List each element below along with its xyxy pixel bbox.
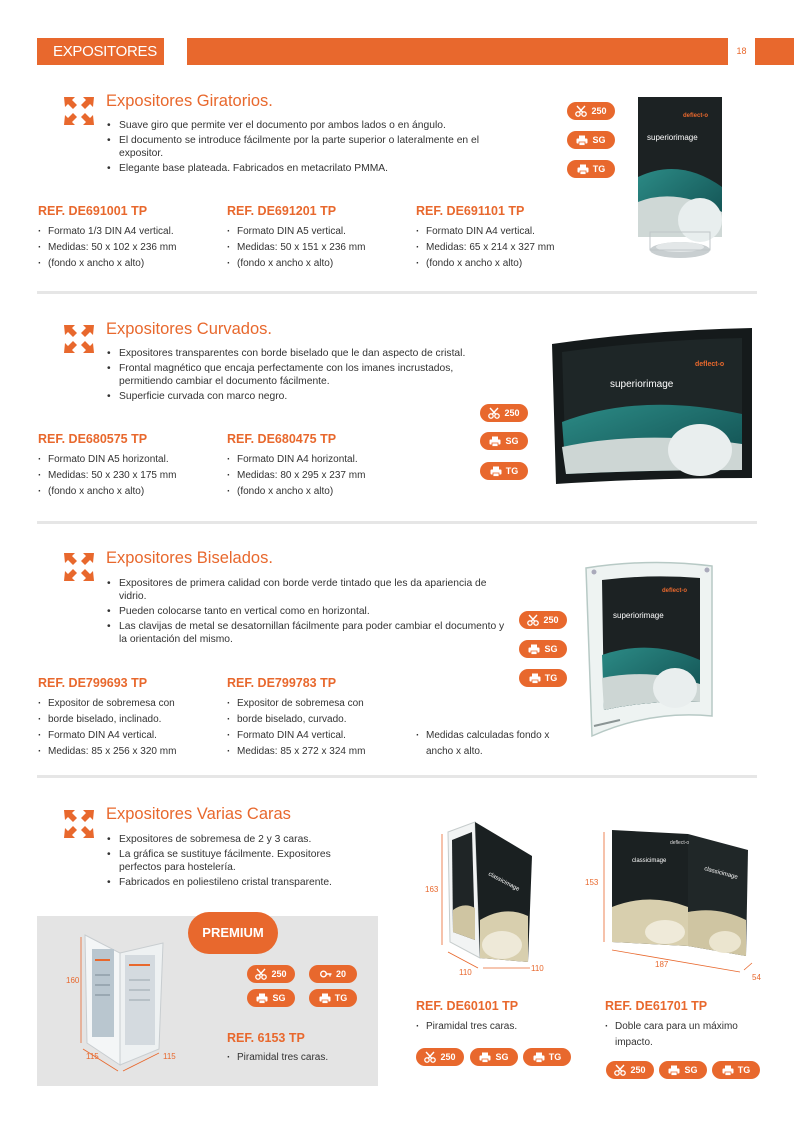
section-tab: EXPOSITORES: [37, 38, 164, 65]
bullet: • Expositores transparentes con borde biselado que le dan aspecto de cristal.: [107, 347, 507, 360]
bullet: • Frontal magnético que encaja perfectamente con los imanes incrustados, permitiendo cambiar el documento fácilmente.: [107, 362, 507, 388]
badge-sg: [567, 131, 615, 149]
badge-sg-label: SG: [544, 644, 558, 654]
spec-line: · Piramidal tres caras.: [415, 1019, 517, 1035]
divider: [37, 291, 757, 294]
spec-line: · Formato DIN A4 vertical.: [226, 728, 365, 744]
printer-icon: [489, 436, 501, 447]
spec-line: · borde biselado, curvado.: [226, 712, 365, 728]
badge-tg: [712, 1061, 760, 1079]
printer-icon: [577, 164, 589, 175]
spec-line: · Doble cara para un máximo impacto.: [604, 1019, 764, 1051]
product-spec: [226, 224, 365, 272]
product-spec: [226, 1050, 328, 1066]
product-spec: [415, 224, 554, 272]
spec-line: · borde biselado, inclinado.: [37, 712, 176, 728]
spec-line: · (fondo x ancho x alto): [226, 256, 365, 272]
printer-icon: [490, 466, 502, 477]
section-title-giratorios: Expositores Giratorios.: [106, 92, 273, 110]
product-spec: [604, 1019, 764, 1051]
product-ref: REF. DE799783 TP: [227, 676, 337, 690]
scissors-icon: [575, 105, 587, 117]
bullet: • Fabricados en poliestileno cristal transparente.: [107, 876, 367, 889]
badge-tg-label: TG: [592, 164, 606, 174]
brand-logo: deflect-o: [670, 840, 690, 846]
image-brand-text: classicimage: [487, 871, 521, 893]
badge-cut-label: 250: [630, 1065, 646, 1075]
printer-icon: [668, 1065, 680, 1076]
premium-badge: PREMIUM: [188, 912, 278, 954]
image-brand-text: superiorimage: [647, 133, 698, 142]
dim-label: 54: [752, 973, 761, 982]
dim-label: 115: [86, 1052, 99, 1061]
badge-cut: [247, 965, 295, 983]
product-spec: [37, 452, 176, 500]
bullet: • Las clavijas de metal se desatornillan fácilmente para poder cambiar el documento y la orientación del mismo.: [107, 620, 507, 646]
expand-arrows-icon: [63, 324, 95, 354]
bullet: • Expositores de sobremesa de 2 y 3 caras.: [107, 833, 367, 846]
bullets-caras: [107, 833, 367, 891]
dim-label: 187: [655, 960, 669, 969]
spec-line: · (fondo x ancho x alto): [37, 484, 176, 500]
dim-label: 110: [459, 968, 472, 977]
badge-tg: [523, 1048, 571, 1066]
badge-cut-label: 250: [440, 1052, 456, 1062]
printer-icon: [528, 644, 540, 655]
product-ref: REF. DE680575 TP: [38, 432, 148, 446]
dim-label: 110: [531, 964, 544, 973]
bullets-biselados: [107, 577, 507, 648]
brand-logo: deflect-o: [662, 588, 688, 594]
product-image-giratorio: [625, 92, 735, 267]
expand-arrows-icon: [63, 809, 95, 839]
image-brand-text: classicimage: [703, 866, 739, 881]
bullet: • Pueden colocarse tanto en vertical como en horizontal.: [107, 605, 507, 618]
spec-line: · Expositor de sobremesa con: [37, 696, 176, 712]
bullet: • Suave giro que permite ver el documento por ambos lados o en ángulo.: [107, 119, 507, 132]
badge-cut-label: 250: [591, 106, 607, 116]
bullet: • Superficie curvada con marco negro.: [107, 390, 507, 403]
badge-cut: [567, 102, 615, 120]
product-spec: [37, 224, 176, 272]
badge-sg-label: SG: [592, 135, 606, 145]
dim-label: 160: [66, 976, 80, 985]
product-spec: [226, 696, 365, 760]
product-ref: REF. DE61701 TP: [605, 999, 708, 1013]
product-ref: REF. DE691201 TP: [227, 204, 337, 218]
dim-label: 115: [163, 1052, 176, 1061]
bullet: • Elegante base plateada. Fabricados en metacrilato PMMA.: [107, 162, 507, 175]
spec-line: · (fondo x ancho x alto): [37, 256, 176, 272]
printer-icon: [533, 1052, 545, 1063]
product-ref: REF. DE60101 TP: [416, 999, 519, 1013]
badge-cut: [416, 1048, 464, 1066]
bullet: • La gráfica se sustituye fácilmente. Expositores perfectos para hostelería.: [107, 848, 367, 874]
product-image-biselado: [580, 560, 720, 740]
spec-line: · Medidas: 80 x 295 x 237 mm: [226, 468, 365, 484]
spec-line: · Medidas: 65 x 214 x 327 mm: [415, 240, 554, 256]
badge-key: [309, 965, 357, 983]
header-bar: [187, 38, 755, 65]
badge-cut: [480, 404, 528, 422]
spec-line: · Medidas: 50 x 230 x 175 mm: [37, 468, 176, 484]
badge-sg: [470, 1048, 518, 1066]
badge-tg: [480, 462, 528, 480]
product-ref: REF. 6153 TP: [227, 1031, 305, 1045]
printer-icon: [256, 993, 268, 1004]
dim-label: 153: [585, 878, 599, 887]
badge-sg: [247, 989, 295, 1007]
spec-line: · Medidas: 85 x 272 x 324 mm: [226, 744, 365, 760]
spec-line: · Formato 1/3 DIN A4 vertical.: [37, 224, 176, 240]
spec-line: · (fondo x ancho x alto): [226, 484, 365, 500]
printer-icon: [576, 135, 588, 146]
badge-sg: [519, 640, 567, 658]
image-brand-text: superiorimage: [610, 379, 674, 390]
badge-sg-label: SG: [684, 1065, 698, 1075]
printer-icon: [479, 1052, 491, 1063]
brand-logo: deflect-o: [695, 361, 725, 368]
product-image-piramidal: [420, 820, 550, 985]
badge-tg: [309, 989, 357, 1007]
badge-cut-label: 250: [543, 615, 559, 625]
badge-cut: [519, 611, 567, 629]
note-line: · Medidas calculadas fondo x ancho x alto.: [415, 728, 575, 760]
badge-sg: [659, 1061, 707, 1079]
badge-sg: [480, 432, 528, 450]
measure-note: [415, 728, 575, 760]
product-spec: [226, 452, 365, 500]
badge-tg-label: TG: [737, 1065, 751, 1075]
product-ref: REF. DE680475 TP: [227, 432, 337, 446]
badge-cut: [606, 1061, 654, 1079]
spec-line: · Formato DIN A4 vertical.: [415, 224, 554, 240]
scissors-icon: [424, 1051, 436, 1063]
badge-tg: [519, 669, 567, 687]
badge-sg-label: SG: [505, 436, 519, 446]
badge-tg-label: TG: [548, 1052, 562, 1062]
spec-line: · Medidas: 50 x 151 x 236 mm: [226, 240, 365, 256]
product-ref: REF. DE691001 TP: [38, 204, 148, 218]
section-title-curvados: Expositores Curvados.: [106, 320, 272, 338]
divider: [37, 775, 757, 778]
bullets-curvados: [107, 347, 507, 405]
printer-icon: [722, 1065, 734, 1076]
badge-sg-label: SG: [272, 993, 286, 1003]
badge-tg-label: TG: [544, 673, 558, 683]
spec-line: · Medidas: 50 x 102 x 236 mm: [37, 240, 176, 256]
brand-logo: deflect-o: [683, 113, 709, 119]
printer-icon: [319, 993, 331, 1004]
badge-key-label: 20: [335, 969, 346, 979]
bullet: • Expositores de primera calidad con borde verde tintado que les da apariencia de vidrio.: [107, 577, 507, 603]
badge-tg-label: TG: [334, 993, 348, 1003]
key-icon: [320, 969, 332, 979]
image-brand-text: superiorimage: [613, 611, 664, 620]
product-image-curvado: [540, 322, 762, 490]
scissors-icon: [614, 1064, 626, 1076]
spec-line: · Formato DIN A5 horizontal.: [37, 452, 176, 468]
spec-line: · Expositor de sobremesa con: [226, 696, 365, 712]
product-ref: REF. DE691101 TP: [416, 204, 525, 218]
spec-line: · Formato DIN A5 vertical.: [226, 224, 365, 240]
expand-arrows-icon: [63, 96, 95, 126]
scissors-icon: [488, 407, 500, 419]
image-brand-text: classicimage: [632, 858, 667, 864]
product-spec: [37, 696, 176, 760]
page-number: 18: [728, 38, 755, 65]
spec-line: · Piramidal tres caras.: [226, 1050, 328, 1066]
badge-sg-label: SG: [495, 1052, 509, 1062]
dim-label: 163: [425, 885, 439, 894]
section-title-biselados: Expositores Biselados.: [106, 549, 273, 567]
header-bar-end: [755, 38, 794, 65]
spec-line: · (fondo x ancho x alto): [415, 256, 554, 272]
scissors-icon: [255, 968, 267, 980]
badge-tg: [567, 160, 615, 178]
product-ref: REF. DE799693 TP: [38, 676, 148, 690]
spec-line: · Formato DIN A4 horizontal.: [226, 452, 365, 468]
printer-icon: [529, 673, 541, 684]
expand-arrows-icon: [63, 552, 95, 582]
divider: [37, 521, 757, 524]
spec-line: · Formato DIN A4 vertical.: [37, 728, 176, 744]
product-image-doble-cara: [590, 822, 765, 982]
bullet: • El documento se introduce fácilmente por la parte superior o lateralmente en el expositor.: [107, 134, 507, 160]
scissors-icon: [527, 614, 539, 626]
bullets-giratorios: [107, 119, 507, 177]
product-spec: [415, 1019, 517, 1035]
badge-cut-label: 250: [271, 969, 287, 979]
spec-line: · Medidas: 85 x 256 x 320 mm: [37, 744, 176, 760]
badge-cut-label: 250: [504, 408, 520, 418]
badge-tg-label: TG: [505, 466, 519, 476]
section-title-caras: Expositores Varias Caras: [106, 805, 291, 823]
